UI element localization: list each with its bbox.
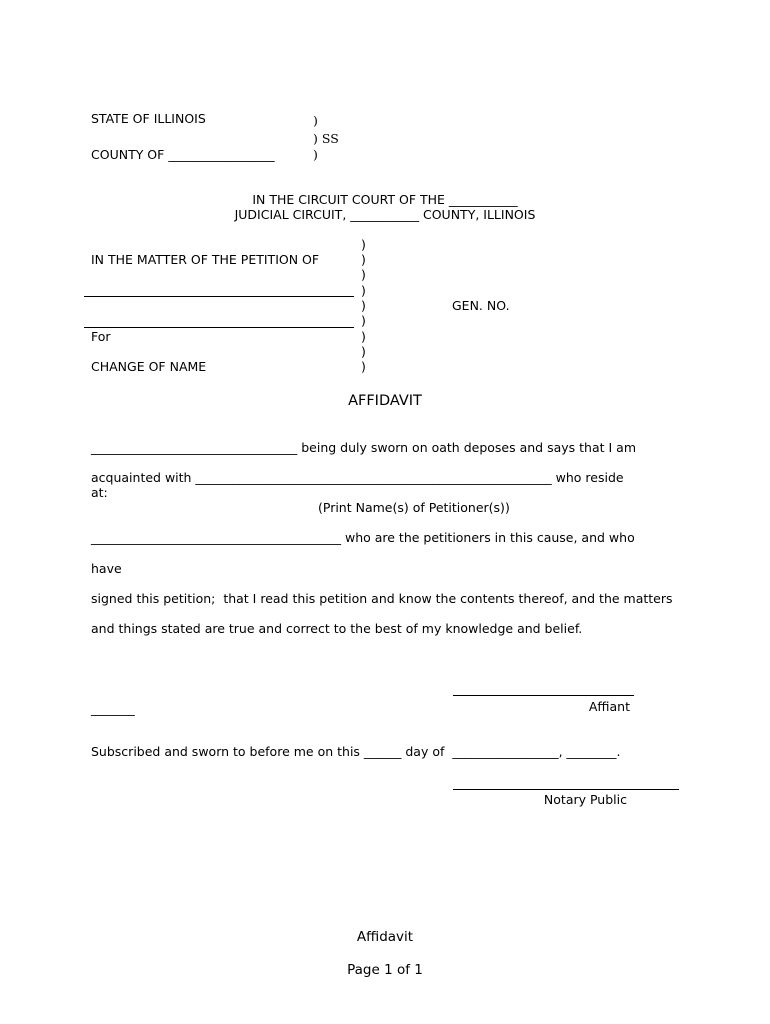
- caption-paren: ): [361, 252, 366, 267]
- footer-page-number: Page 1 of 1: [347, 962, 423, 978]
- caption-paren: ): [361, 329, 366, 344]
- body-line-1: _________________________________ being duly sworn on oath deposes and says that I am: [91, 440, 636, 455]
- body-line-2b: at:: [91, 485, 108, 500]
- document-title: AFFIDAVIT: [348, 393, 422, 409]
- footer-title: Affidavit: [356, 929, 414, 945]
- caption-for: For: [91, 329, 111, 344]
- caption-change-of-name: CHANGE OF NAME: [91, 359, 207, 374]
- print-names-caption: (Print Name(s) of Petitioner(s)): [318, 500, 510, 515]
- body-line-2a: acquainted with _________________________________________________________ who reside: [91, 470, 624, 485]
- court-heading-line1: IN THE CIRCUIT COURT OF THE ___________: [252, 192, 518, 207]
- venue-ss: ) SS: [313, 131, 339, 146]
- venue-paren-1: ): [313, 113, 318, 128]
- petitioner-line-2: [84, 327, 354, 328]
- caption-paren: ): [361, 344, 366, 359]
- body-line-5: signed this petition; that I read this petition and know the contents thereof, and the matters: [91, 591, 673, 606]
- subscribed-line: Subscribed and sworn to before me on this ______ day of _________________, ________.: [91, 744, 621, 759]
- state-label: STATE OF ILLINOIS: [91, 111, 206, 126]
- body-line-3: ________________________________________ who are the petitioners in this cause, and who: [91, 530, 635, 545]
- caption-paren: ): [361, 359, 366, 374]
- short-blank: _______: [91, 701, 135, 716]
- caption-paren: ): [361, 313, 366, 328]
- caption-paren: ): [361, 267, 366, 282]
- caption-paren: ): [361, 283, 366, 298]
- body-line-4: have: [91, 561, 122, 576]
- county-label: COUNTY OF _________________: [91, 147, 275, 162]
- caption-paren: ): [361, 237, 366, 252]
- gen-no-label: GEN. NO.: [452, 298, 510, 313]
- affiant-label: Affiant: [588, 699, 630, 714]
- caption-matter: IN THE MATTER OF THE PETITION OF: [91, 252, 320, 267]
- caption-paren: ): [361, 298, 366, 313]
- court-heading-line2: JUDICIAL CIRCUIT, ___________ COUNTY, ILLINOIS: [234, 207, 536, 222]
- affiant-signature-line: [453, 695, 634, 696]
- notary-signature-line: [453, 789, 679, 790]
- body-line-6: and things stated are true and correct to the best of my knowledge and belief.: [91, 621, 583, 636]
- notary-label: Notary Public: [543, 792, 627, 807]
- petitioner-line-1: [84, 296, 354, 297]
- venue-paren-3: ): [313, 147, 318, 162]
